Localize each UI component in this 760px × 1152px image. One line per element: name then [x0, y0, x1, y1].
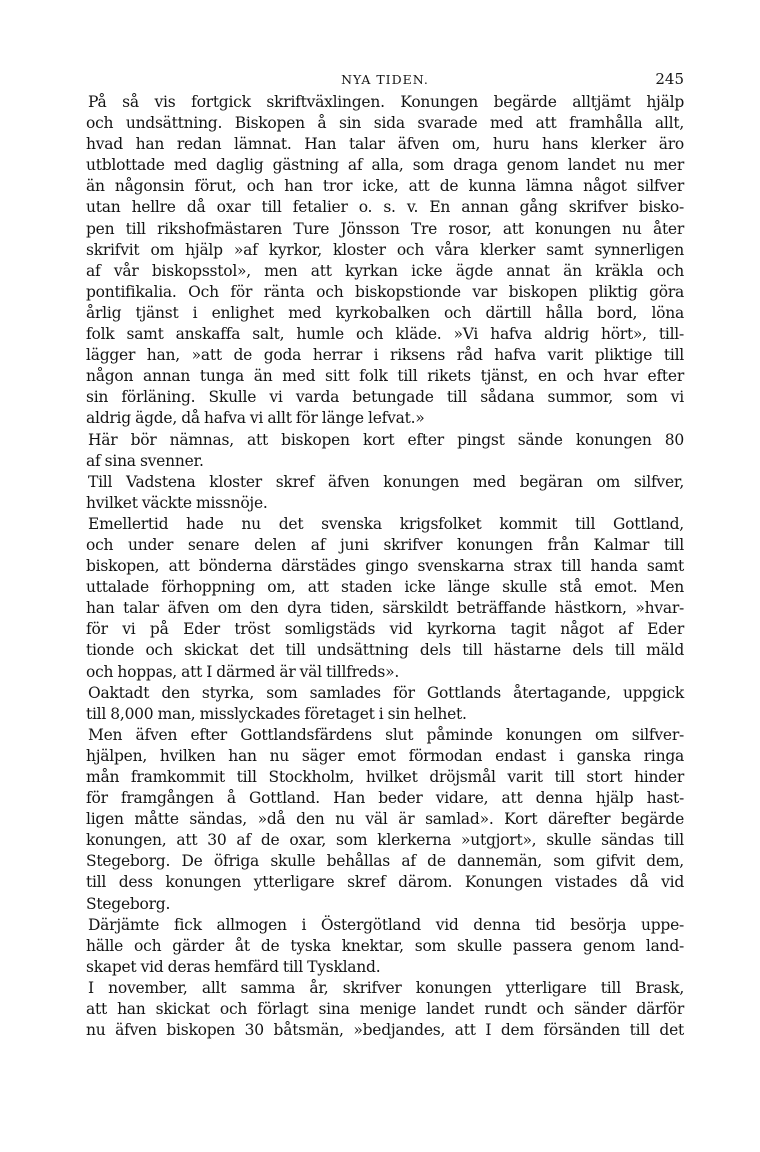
text-line: uttalade förhoppning om, att staden icke länge skulle stå emot. Men	[86, 578, 684, 597]
text-line: Oaktadt den styrka, som samlades för Gottlands återtagande, uppgick	[88, 683, 684, 702]
text-line: Emellertid hade nu det svenska krigsfolket kommit till Gottland,	[88, 514, 684, 533]
text-line: och under senare delen af juni skrifver konungen från Kalmar till	[86, 535, 684, 554]
text-line: af sina svenner.	[86, 451, 204, 470]
text-line: hälle och gärder åt de tyska knektar, som skulle passera genom land-	[86, 936, 684, 955]
text-line: hvilket väckte missnöje.	[86, 493, 268, 512]
text-line: Stegeborg.	[86, 894, 171, 913]
text-line: skrifvit om hjälp »af kyrkor, kloster och våra klerker samt synnerligen	[86, 240, 684, 259]
text-line: konungen, att 30 af de oxar, som klerkerna »utgjort», skulle sändas till	[86, 831, 684, 850]
text-line: utblottade med daglig gästning af alla, som draga genom landet nu mer	[86, 156, 684, 175]
body-text	[86, 92, 684, 1041]
paragraph	[86, 514, 684, 683]
text-line: och hoppas, att I därmed är väl tillfreds».	[86, 662, 400, 681]
running-title: NYA TIDEN.	[341, 72, 429, 87]
text-line: och undsättning. Biskopen å sin sida svarade med att framhålla allt,	[86, 114, 684, 133]
text-line: årlig tjänst i enlighet med kyrkobalken och därtill hålla bord, löna	[86, 303, 684, 322]
text-line: för framgången å Gottland. Han beder vidare, att denna hjälp hast-	[86, 789, 684, 808]
text-line: han talar äfven om den dyra tiden, särskildt beträffande hästkorn, »hvar-	[86, 599, 684, 618]
text-line: Här bör nämnas, att biskopen kort efter pingst sände konungen 80	[88, 430, 684, 449]
text-line: Därjämte fick allmogen i Östergötland vid denna tid besörja uppe-	[88, 915, 684, 934]
text-line: På så vis fortgick skriftväxlingen. Konungen begärde alltjämt hjälp	[88, 93, 684, 111]
text-line: ligen måtte sändas, »då den nu väl är samlad». Kort därefter begärde	[86, 810, 684, 829]
text-line: pontifikalia. Och för ränta och biskopstionde var biskopen pliktig göra	[86, 282, 684, 301]
paragraph	[86, 430, 684, 472]
text-line: hvad han redan lämnat. Han talar äfven om, huru hans klerker äro	[86, 135, 684, 154]
text-line: lägger han, »att de goda herrar i riksens råd hafva varit pliktige till	[86, 346, 684, 365]
page-number: 245	[655, 70, 684, 88]
text-line: sin förläning. Skulle vi varda betungade till sådana summor, som vi	[86, 388, 684, 407]
text-line: af vår biskopsstol», men att kyrkan icke ägde annat än kräkla och	[86, 261, 684, 280]
text-line: folk samt anskaffa salt, humle och kläde. »Vi hafva aldrig hört», till-	[86, 325, 684, 344]
text-line: utan hellre då oxar till fetalier o. s. v. En annan gång skrifver bisko-	[86, 198, 684, 217]
text-line: hjälpen, hvilken han nu säger emot förmodan endast i ganska ringa	[86, 746, 684, 765]
text-line: I november, allt samma år, skrifver konungen ytterligare till Brask,	[88, 978, 684, 997]
text-line: än någonsin förut, och han tror icke, att de kunna lämna något silfver	[86, 177, 684, 196]
text-line: till 8,000 man, misslyckades företaget i sin helhet.	[86, 704, 467, 723]
text-line: nu äfven biskopen 30 båtsmän, »bedjandes, att I dem försänden till det	[86, 1021, 684, 1040]
paragraph	[86, 92, 684, 430]
text-line: biskopen, att bönderna därstädes gingo svenskarna strax till handa samt	[86, 557, 684, 576]
text-line: någon annan tunga än med sitt folk till rikets tjänst, en och hvar efter	[86, 367, 684, 386]
running-head	[86, 66, 684, 92]
text-line: tionde och skickat det till undsättning dels till hästarne dels till mäld	[86, 641, 684, 660]
paragraph	[86, 978, 684, 1041]
text-line: mån framkommit till Stockholm, hvilket dröjsmål varit till stort hinder	[86, 768, 684, 786]
text-line: aldrig ägde, då hafva vi allt för länge lefvat.»	[86, 409, 425, 428]
text-line: Stegeborg. De öfriga skulle behållas af de dannemän, som gifvit dem,	[86, 852, 684, 871]
text-line: att han skickat och förlagt sina menige landet rundt och sänder därför	[86, 1000, 684, 1019]
paragraph	[86, 472, 684, 514]
text-line: för vi på Eder tröst somligstäds vid kyrkorna tagit något af Eder	[86, 620, 684, 639]
paragraph	[86, 683, 684, 725]
text-line: pen till rikshofmästaren Ture Jönsson Tre rosor, att konungen nu åter	[86, 219, 684, 238]
text-line: till dess konungen ytterligare skref därom. Konungen vistades då vid	[86, 873, 684, 892]
text-line: Men äfven efter Gottlandsfärdens slut påminde konungen om silfver-	[88, 725, 684, 744]
text-line: Till Vadstena kloster skref äfven konungen med begäran om silfver,	[88, 472, 684, 491]
book-page	[86, 66, 684, 1041]
paragraph	[86, 725, 684, 915]
paragraph	[86, 915, 684, 978]
text-line: skapet vid deras hemfärd till Tyskland.	[86, 957, 381, 976]
